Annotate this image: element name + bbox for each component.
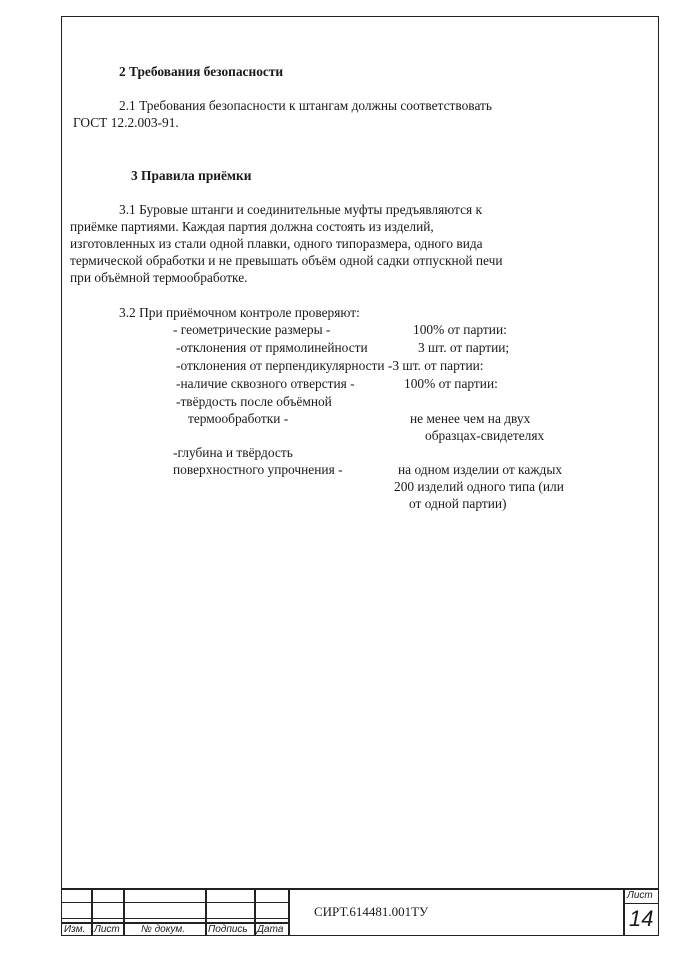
check-item-value: 100% от партии: [413, 322, 507, 337]
paragraph-3-2-intro: 3.2 При приёмочном контроле проверяют: [119, 305, 360, 320]
document-code: СИРТ.614481.001ТУ [314, 904, 429, 919]
check-item-label: -отклонения от прямолинейности [176, 340, 368, 355]
stamp-col-line [623, 888, 625, 936]
hardness-label-line-1: -твёрдость после объёмной [176, 394, 332, 409]
paragraph-3-1-line-2: приёмке партиями. Каждая партия должна состоять из изделий, [70, 219, 434, 234]
stamp-top-line [61, 888, 659, 890]
paragraph-3-1-line-5: при объёмной термообработке. [70, 270, 248, 285]
stamp-label-sheet: Лист [94, 924, 120, 935]
section-2-heading: 2 Требования безопасности [119, 64, 284, 79]
paragraph-2-1-line-2: ГОСТ 12.2.003-91. [73, 115, 179, 130]
check-item-label: -отклонения от перпендикулярности -3 шт. от партии: [176, 358, 484, 373]
stamp-label-doc-number: № докум. [141, 924, 186, 935]
stamp-col-line [254, 888, 256, 936]
sheet-label: Лист [627, 890, 653, 901]
depth-label-line-1: -глубина и твёрдость [173, 445, 293, 460]
hardness-label-line-2: термообработки - [188, 411, 289, 426]
paragraph-3-1-line-1: 3.1 Буровые штанги и соединительные муфты предъявляются к [119, 202, 483, 217]
hardness-value-line-2: образцах-свидетелях [425, 428, 545, 443]
section-3-heading: 3 Правила приёмки [131, 168, 252, 183]
hardness-value-line-1: не менее чем на двух [410, 411, 531, 426]
paragraph-2-1-line-1: 2.1 Требования безопасности к штангам должны соответствовать [119, 98, 492, 113]
depth-value-line-3: от одной партии) [409, 496, 507, 511]
title-block [61, 888, 659, 936]
stamp-label-signature: Подпись [208, 924, 248, 935]
check-item-value: 100% от партии: [404, 376, 498, 391]
sheet-number: 14 [629, 906, 654, 931]
stamp-label-change: Изм. [64, 924, 86, 935]
check-item-label: - геометрические размеры - [173, 322, 331, 337]
stamp-row-line [623, 903, 659, 904]
page-frame [61, 16, 659, 936]
check-item-label: -наличие сквозного отверстия - [176, 376, 355, 391]
stamp-col-line [205, 888, 207, 936]
check-item-value: 3 шт. от партии; [418, 340, 510, 355]
stamp-col-line [91, 888, 93, 936]
paragraph-3-1-line-4: термической обработки и не превышать объём одной садки отпускной печи [70, 253, 503, 268]
depth-label-line-2: поверхностного упрочнения - [173, 462, 343, 477]
stamp-label-date: Дата [257, 924, 284, 935]
stamp-col-line [288, 888, 290, 936]
paragraph-3-1-line-3: изготовленных из стали одной плавки, одного типоразмера, одного вида [70, 236, 483, 251]
depth-value-line-2: 200 изделий одного типа (или [394, 479, 564, 494]
depth-value-line-1: на одном изделии от каждых [398, 462, 563, 477]
stamp-col-line [123, 888, 125, 936]
